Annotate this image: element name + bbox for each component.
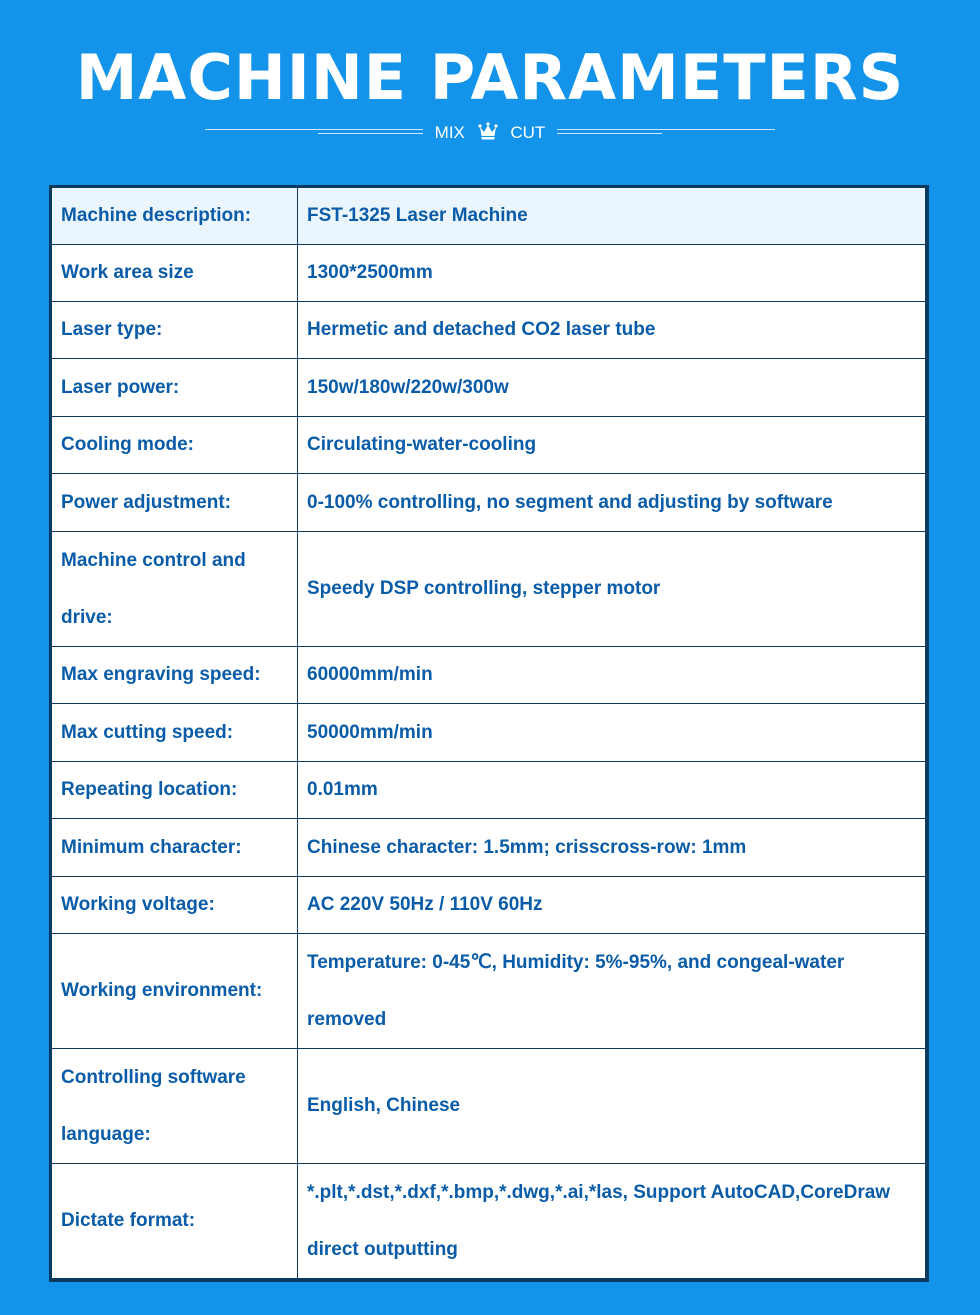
parameter-value: Temperature: 0-45℃, Humidity: 5%-95%, and congeal-water removed [298, 934, 926, 1049]
parameter-label: Max cutting speed: [52, 704, 298, 762]
table-row [52, 532, 926, 647]
table-row [52, 1049, 926, 1164]
parameter-label: Work area size [52, 245, 298, 302]
parameter-value: 50000mm/min [298, 704, 926, 762]
parameter-value: Speedy DSP controlling, stepper motor [298, 532, 926, 647]
table-row [52, 245, 926, 302]
parameter-label: Controlling software language: [52, 1049, 298, 1164]
subtitle-right: CUT [510, 123, 546, 142]
parameter-value: 0-100% controlling, no segment and adjusting by software [298, 474, 926, 532]
subtitle-decoration [0, 118, 980, 148]
parameter-value: AC 220V 50Hz / 110V 60Hz [298, 877, 926, 934]
parameter-label: Machine description: [52, 188, 298, 245]
parameter-label: Laser power: [52, 359, 298, 417]
parameter-value: 150w/180w/220w/300w [298, 359, 926, 417]
table-row [52, 1164, 926, 1279]
parameter-value: English, Chinese [298, 1049, 926, 1164]
parameter-value: 1300*2500mm [298, 245, 926, 302]
parameter-value: Chinese character: 1.5mm; crisscross-row: 1mm [298, 819, 926, 877]
table-row [52, 302, 926, 359]
table-row [52, 762, 926, 819]
table-row [52, 417, 926, 474]
parameter-value: Circulating-water-cooling [298, 417, 926, 474]
parameters-table [49, 185, 929, 1282]
parameter-value: Hermetic and detached CO2 laser tube [298, 302, 926, 359]
parameter-label: Working environment: [52, 934, 298, 1049]
table-row [52, 934, 926, 1049]
parameter-label: Dictate format: [52, 1164, 298, 1279]
page-title: MACHINE PARAMETERS [75, 41, 905, 114]
table-row [52, 819, 926, 877]
parameter-value: *.plt,*.dst,*.dxf,*.bmp,*.dwg,*.ai,*las, Support AutoCAD,CoreDraw direct outputting [298, 1164, 926, 1279]
subtitle [0, 122, 980, 146]
table-row [52, 647, 926, 704]
subtitle-left: MIX [434, 123, 465, 142]
parameter-label: Laser type: [52, 302, 298, 359]
parameter-value: 60000mm/min [298, 647, 926, 704]
table-row [52, 474, 926, 532]
parameter-label: Working voltage: [52, 877, 298, 934]
parameter-value: 0.01mm [298, 762, 926, 819]
parameter-value: FST-1325 Laser Machine [298, 188, 926, 245]
parameter-label: Repeating location: [52, 762, 298, 819]
crown-icon [478, 122, 498, 146]
table-row [52, 877, 926, 934]
table-row [52, 704, 926, 762]
parameter-label: Max engraving speed: [52, 647, 298, 704]
table-row [52, 359, 926, 417]
parameter-label: Minimum character: [52, 819, 298, 877]
table-row [52, 188, 926, 245]
parameter-label: Power adjustment: [52, 474, 298, 532]
parameter-label: Machine control and drive: [52, 532, 298, 647]
parameter-label: Cooling mode: [52, 417, 298, 474]
